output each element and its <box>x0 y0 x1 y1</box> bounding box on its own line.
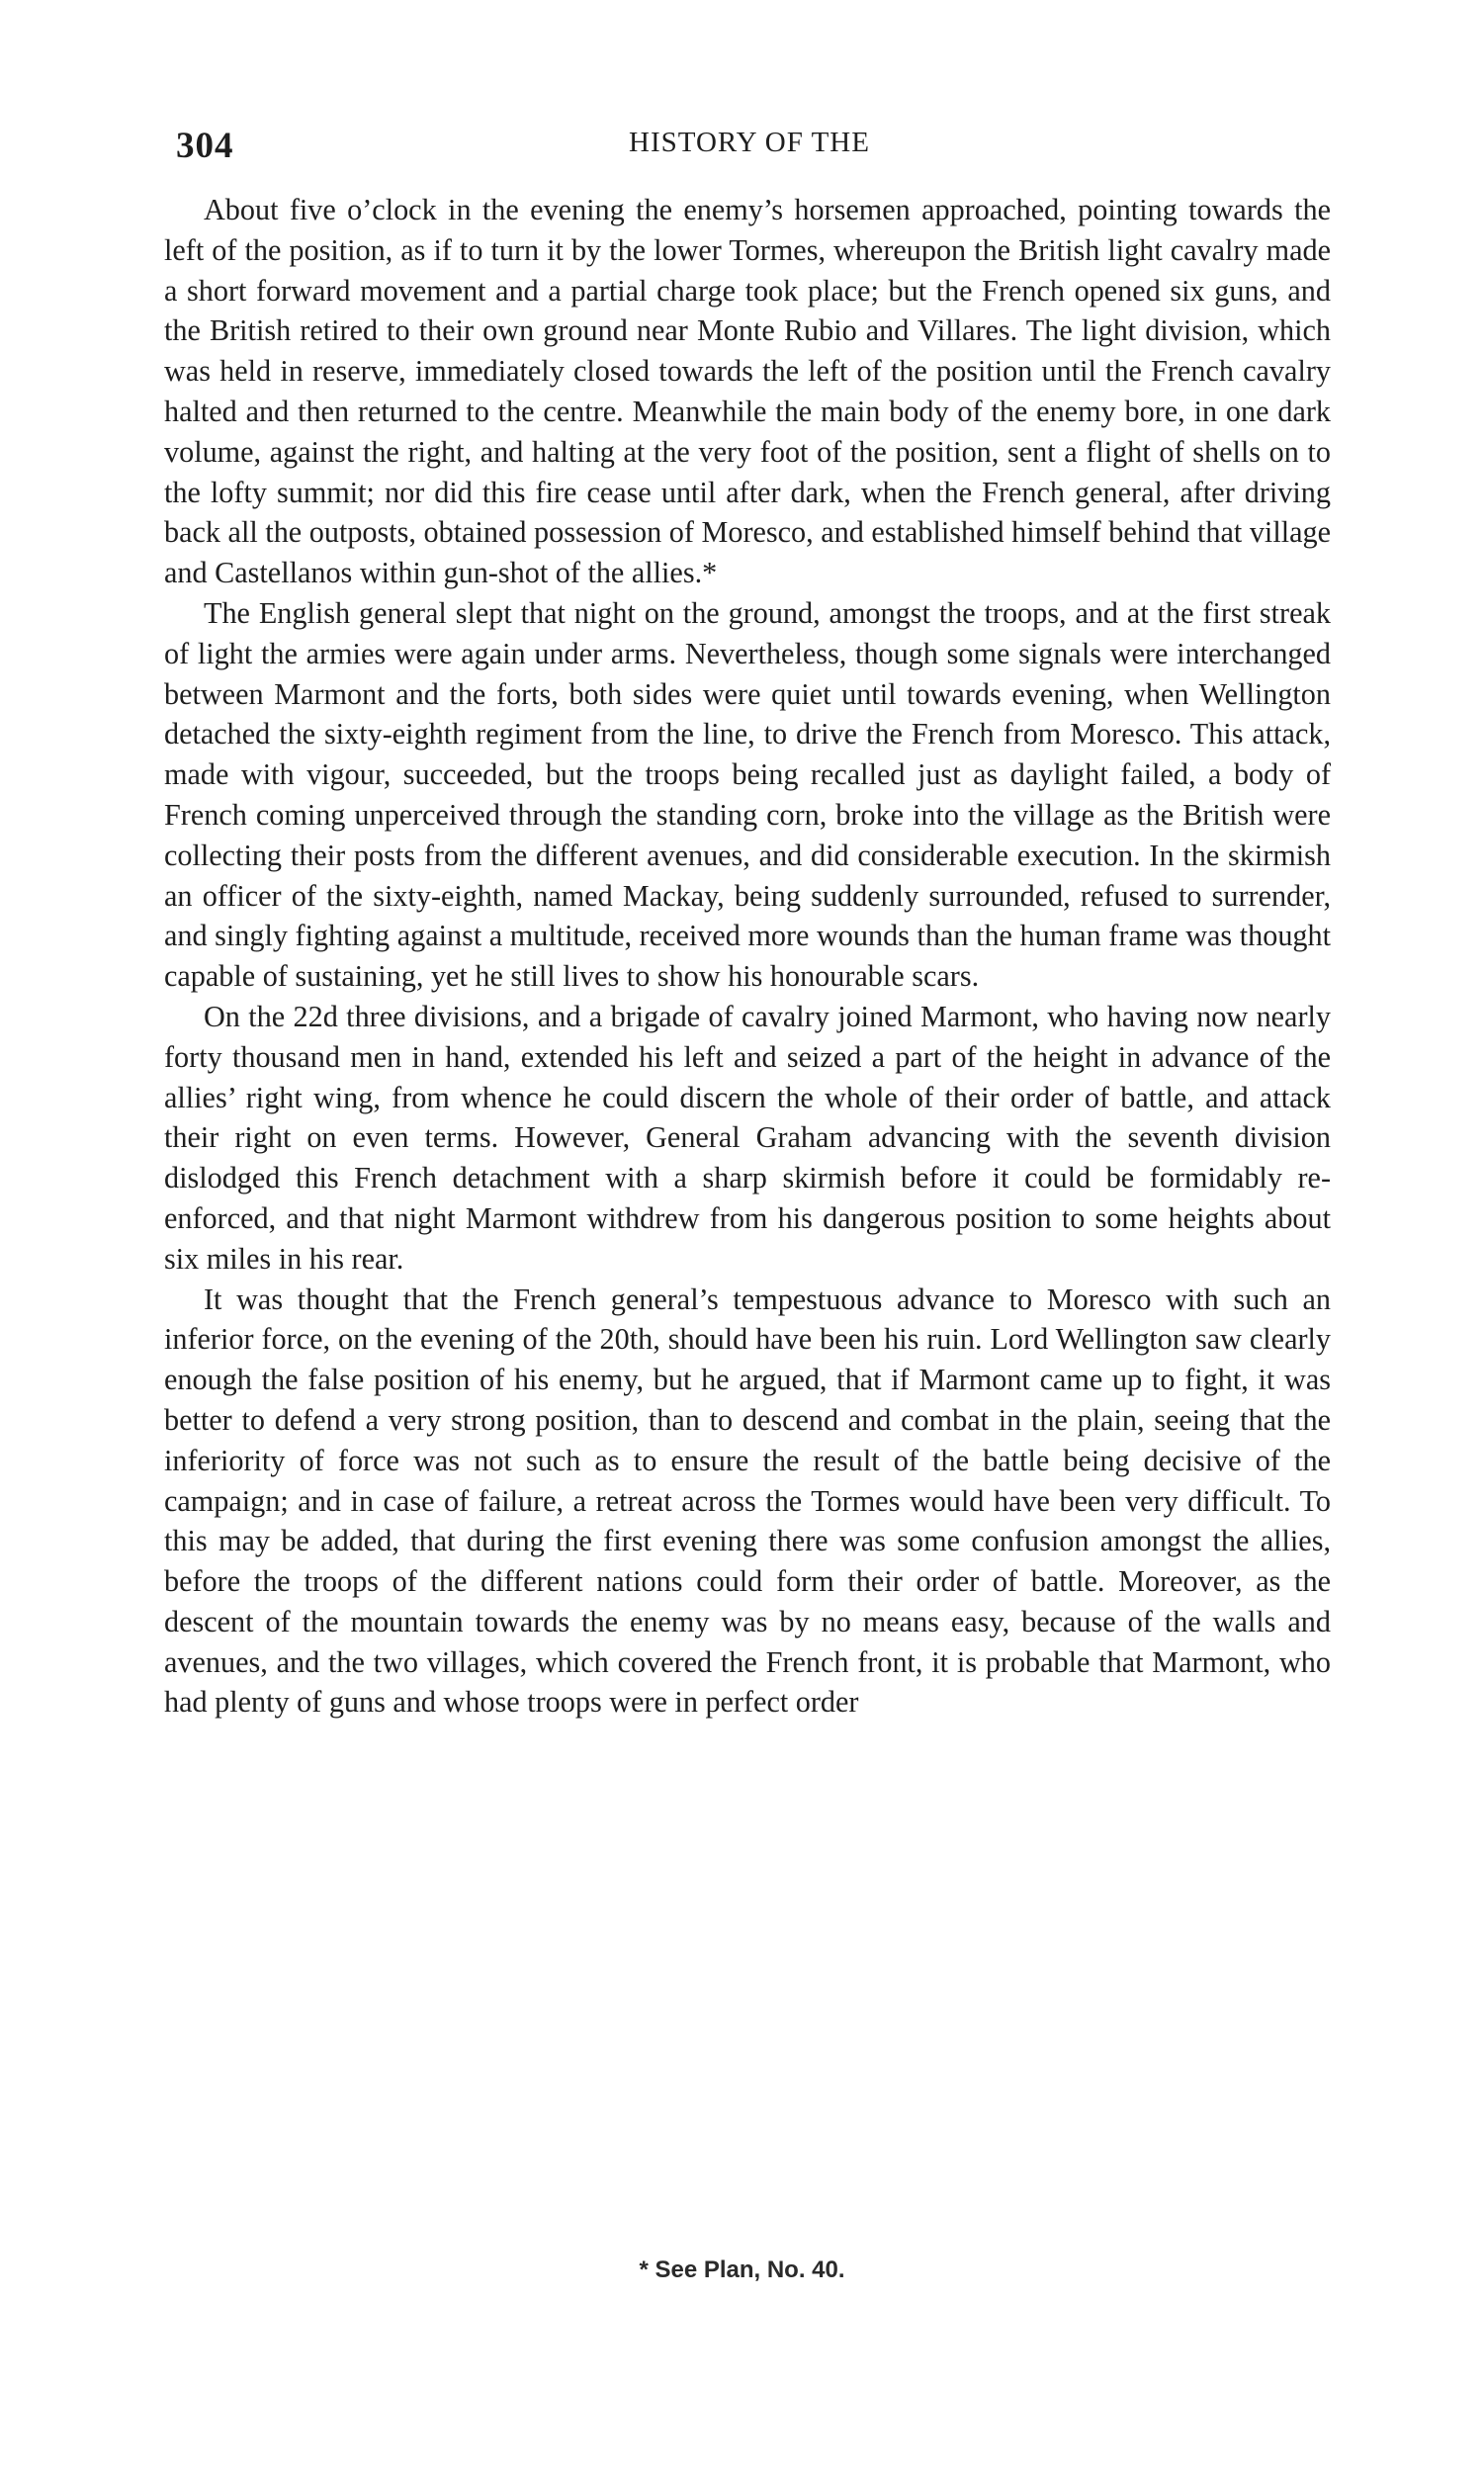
paragraph: About five o’clock in the evening the enemy’s horsemen approached, pointing towards the left of the position, as if to turn it by the lower Tormes, whereupon the British light cavalry made a short forward movement and a partial charge took place; but the French opened six guns, and the British retired to their own ground near Monte Rubio and Villares. The light division, which was held in reserve, immediately closed towards the left of the position until the French cavalry halted and then returned to the centre. Meanwhile the main body of the enemy bore, in one dark volume, against the right, and halting at the very foot of the position, sent a flight of shells on to the lofty summit; nor did this fire cease until after dark, when the French general, after driving back all the outposts, obtained possession of Moresco, and established himself behind that village and Castellanos within gun-shot of the allies.* <box>164 193 1331 590</box>
paragraph: On the 22d three divisions, and a brigade of cavalry joined Marmont, who having now nearly forty thousand men in hand, extended his left and seized a part of the height in advance of the allies’ right wing, from whence he could discern the whole of their order of battle, and attack their right on even terms. However, General Graham advancing with the seventh division dislodged this French detachment with a sharp skirmish before it could be formidably re-enforced, and that night Marmont withdrew from his dangerous position to some heights about six miles in his rear. <box>164 999 1331 1276</box>
body-text <box>164 190 1331 1723</box>
paragraph: It was thought that the French general’s tempestuous advance to Moresco with such an inferior force, on the evening of the 20th, should have been his ruin. Lord Wellington saw clearly enough the false position of his enemy, but he argued, that if Marmont came up to fight, it was better to defend a very strong position, than to descend and combat in the plain, seeing that the inferiority of force was not such as to ensure the result of the battle being decisive of the campaign; and in case of failure, a retreat across the Tormes would have been very difficult. To this may be added, that during the first evening there was some confusion amongst the allies, before the troops of the different nations could form their order of battle. Moreover, as the descent of the mountain towards the enemy was by no means easy, because of the walls and avenues, and the two villages, which covered the French front, it is probable that Marmont, who had plenty of guns and whose troops were in perfect order <box>164 1282 1331 1720</box>
paragraph: The English general slept that night on the ground, amongst the troops, and at the first streak of light the armies were again under arms. Nevertheless, though some signals were interchanged between Marmont and the forts, both sides were quiet until towards evening, when Wellington detached the sixty-eighth regiment from the line, to drive the French from Moresco. This attack, made with vigour, succeeded, but the troops being recalled just as daylight failed, a body of French coming unperceived through the standing corn, broke into the village as the British were collecting their posts from the different avenues, and did considerable execution. In the skirmish an officer of the sixty-eighth, named Mackay, being suddenly surrounded, refused to surrender, and singly fighting against a multitude, received more wounds than the human frame was thought capable of sustaining, yet he still lives to show his honourable scars. <box>164 595 1331 994</box>
footnote: * See Plan, No. 40. <box>639 2256 845 2283</box>
page-number: 304 <box>176 126 234 166</box>
page-header <box>166 121 1333 170</box>
running-head: HISTORY OF THE <box>629 127 870 158</box>
